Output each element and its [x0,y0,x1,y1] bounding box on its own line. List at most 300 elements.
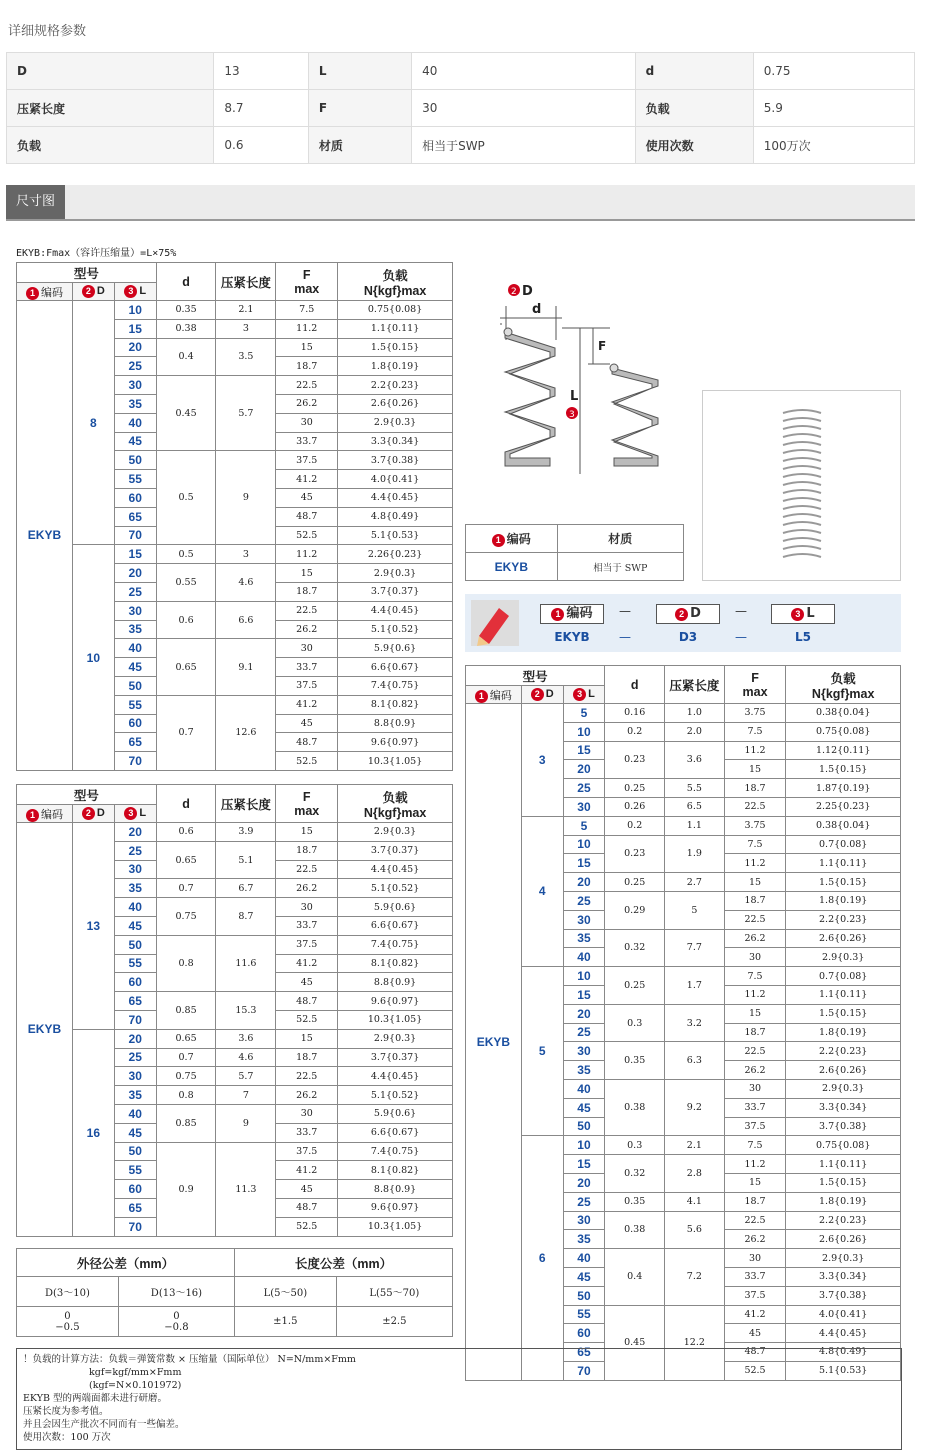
value-cell: 30 [276,1104,338,1123]
value-cell: 5.7 [216,1067,276,1086]
L-cell: 65 [114,507,156,526]
L-cell: 40 [114,413,156,432]
value-cell: 0.65 [156,639,216,695]
value-cell: 2.2{0.23} [786,910,901,929]
value-cell: 4.8{0.49} [338,507,453,526]
series-cell: EKYB [466,704,522,1381]
spec-value: 8.7 [214,90,309,127]
value-cell: 12.2 [665,1305,725,1380]
value-cell: 10.3{1.05} [338,1010,453,1029]
L-cell: 55 [114,695,156,714]
value-cell: 0.16 [605,704,665,723]
value-cell: 0.2 [605,722,665,741]
L-cell: 65 [563,1343,605,1362]
value-cell: 41.2 [276,470,338,489]
value-cell: 7.7 [665,929,725,967]
value-cell: 1.1{0.11} [786,985,901,1004]
value-cell: 30 [276,413,338,432]
value-cell: 7.5 [724,835,786,854]
value-cell: 1.9 [665,835,725,873]
L-cell: 20 [563,1004,605,1023]
code-dash: — [619,604,631,618]
spec-value: 相当于SWP [412,127,636,164]
value-cell: 30 [724,1249,786,1268]
value-cell: 41.2 [276,1161,338,1180]
L-cell: 10 [563,967,605,986]
product-photo [702,390,901,581]
value-cell: 0.25 [605,967,665,1005]
table-row [17,823,453,842]
value-cell: 22.5 [276,376,338,395]
value-cell: 1.1{0.11} [338,319,453,338]
L-cell: 55 [563,1305,605,1324]
value-cell: 4.6 [216,1048,276,1067]
value-cell: 0.38{0.04} [786,816,901,835]
value-cell: 3.5 [216,338,276,376]
tol-val: 0 −0.5 [17,1307,119,1337]
value-cell: 2.2{0.23} [786,1211,901,1230]
code-dash: — [735,604,747,618]
value-cell: 41.2 [724,1305,786,1324]
value-cell: 37.5 [276,1142,338,1161]
L-cell: 40 [563,1079,605,1098]
value-cell: 15 [276,1029,338,1048]
spec-value: 30 [412,90,636,127]
tol-col: L(5～50) [234,1277,336,1307]
value-cell: 3.7{0.38} [786,1286,901,1305]
spec-key: D [7,53,214,90]
hdr-D: 2 D [72,805,114,823]
value-cell: 2.26{0.23} [338,545,453,564]
value-cell: 0.25 [605,873,665,892]
hdr-F: F max [276,263,338,301]
value-cell: 30 [276,639,338,658]
L-cell: 50 [563,1117,605,1136]
value-cell: 0.32 [605,1155,665,1193]
value-cell: 0.65 [156,1029,216,1048]
value-cell: 37.5 [724,1117,786,1136]
code-v3: L5 [795,630,811,644]
note-line: 并且会因生产批次不同而有一些偏差。 [23,1419,185,1430]
value-cell: 26.2 [724,1230,786,1249]
value-cell: 11.2 [724,1155,786,1174]
value-cell: 33.7 [276,658,338,677]
value-cell: 9.1 [216,639,276,695]
diagram-F: F [598,339,607,353]
value-cell: 4.4{0.45} [338,488,453,507]
value-cell: 30 [724,1079,786,1098]
value-cell: 1.5{0.15} [338,338,453,357]
L-cell: 70 [114,1217,156,1236]
value-cell: 2.9{0.3} [338,564,453,583]
value-cell: 3 [216,545,276,564]
value-cell: 0.7 [156,1048,216,1067]
L-cell: 45 [563,1267,605,1286]
note-line: EKYB 型的两端面都未进行研磨。 [23,1393,168,1404]
L-cell: 50 [114,935,156,954]
value-cell: 0.45 [156,376,216,451]
value-cell: 10.3{1.05} [338,1217,453,1236]
value-cell: 18.7 [724,891,786,910]
L-cell: 20 [114,1029,156,1048]
value-cell: 15 [276,564,338,583]
L-cell: 60 [114,1180,156,1199]
value-cell: 1.5{0.15} [786,873,901,892]
hdr-F: F max [724,666,786,704]
value-cell: 18.7 [276,582,338,601]
code-dash: — [619,630,631,644]
value-cell: 1.5{0.15} [786,760,901,779]
tol-col: L(55～70) [336,1277,452,1307]
value-cell: 22.5 [276,601,338,620]
value-cell: 4.8{0.49} [786,1343,901,1362]
L-cell: 30 [114,376,156,395]
d-cell: 4 [521,816,563,966]
value-cell: 48.7 [276,507,338,526]
value-cell: 3.75 [724,816,786,835]
bottom-notes [16,1348,902,1450]
value-cell: 3.3{0.34} [786,1267,901,1286]
value-cell: 48.7 [276,992,338,1011]
L-cell: 50 [114,676,156,695]
hdr-solid: 压紧长度 [665,666,725,704]
L-cell: 50 [114,451,156,470]
L-cell: 55 [114,470,156,489]
value-cell: 0.6 [156,601,216,639]
code-example: 1 编码 — 2 D — 3 L EKYB — D3 — L5 [465,594,901,652]
L-cell: 30 [563,797,605,816]
spring-photo-icon [703,391,902,582]
value-cell: 3.75 [724,704,786,723]
value-cell: 33.7 [724,1267,786,1286]
L-cell: 25 [114,582,156,601]
L-cell: 20 [114,338,156,357]
L-cell: 25 [563,1192,605,1211]
spec-key: 材质 [308,127,411,164]
value-cell: 2.9{0.3} [786,1249,901,1268]
value-cell: 48.7 [724,1343,786,1362]
L-cell: 10 [563,722,605,741]
value-cell: 0.5 [156,451,216,545]
value-cell: 0.85 [156,992,216,1030]
value-cell: 33.7 [276,1123,338,1142]
value-cell: 45 [724,1324,786,1343]
value-cell: 1.1{0.11} [786,1155,901,1174]
value-cell: 5.1{0.52} [338,879,453,898]
value-cell: 1.7 [665,967,725,1005]
table-row [17,301,453,320]
hdr-solid: 压紧长度 [216,785,276,823]
L-cell: 5 [563,704,605,723]
value-cell: 45 [276,488,338,507]
value-cell: 0.7 [156,879,216,898]
value-cell: 12.6 [216,695,276,770]
dimension-tab-bar [6,185,915,221]
L-cell: 25 [563,779,605,798]
L-cell: 45 [114,916,156,935]
tab-dimensions[interactable]: 尺寸图 [6,185,65,219]
value-cell: 9.6{0.97} [338,992,453,1011]
L-cell: 30 [114,601,156,620]
value-cell: 18.7 [276,1048,338,1067]
d-cell: 3 [521,704,563,817]
value-cell: 2.6{0.26} [786,929,901,948]
note-line: kgf=kgf/mm×Fmm [89,1367,182,1378]
value-cell: 48.7 [276,1198,338,1217]
value-cell: 2.9{0.3} [338,823,453,842]
L-cell: 25 [114,1048,156,1067]
value-cell: 52.5 [724,1361,786,1380]
value-cell: 0.6 [156,823,216,842]
table-row [17,545,453,564]
value-cell: 2.1 [665,1136,725,1155]
L-cell: 15 [114,319,156,338]
value-cell: 0.38 [605,1079,665,1135]
spec-value: 5.9 [753,90,914,127]
spec-value: 0.75 [753,53,914,90]
value-cell: 9 [216,451,276,545]
tol-val: ±1.5 [234,1307,336,1337]
L-cell: 20 [563,873,605,892]
value-cell: 9.6{0.97} [338,1198,453,1217]
value-cell: 1.8{0.19} [338,357,453,376]
spec-value: 0.6 [214,127,309,164]
spec-key: d [635,53,753,90]
value-cell: 15 [724,760,786,779]
tol-val: ±2.5 [336,1307,452,1337]
value-cell: 9.6{0.97} [338,733,453,752]
L-cell: 60 [114,973,156,992]
value-cell: 7.5 [724,1136,786,1155]
tol-val: 0 −0.8 [118,1307,234,1337]
value-cell: 3.7{0.37} [338,841,453,860]
L-cell: 45 [114,658,156,677]
table-row [466,1136,901,1155]
value-cell: 0.35 [156,301,216,320]
value-cell: 0.38 [156,319,216,338]
value-cell: 3.2 [665,1004,725,1042]
L-cell: 35 [563,929,605,948]
value-cell: 2.9{0.3} [338,413,453,432]
spec-key: L [308,53,411,90]
value-cell: 7.5 [724,967,786,986]
value-cell: 0.4 [605,1249,665,1305]
value-cell: 41.2 [276,695,338,714]
spec-value: 40 [412,53,636,90]
value-cell: 0.23 [605,835,665,873]
value-cell: 9 [216,1104,276,1142]
L-cell: 15 [114,545,156,564]
value-cell: 18.7 [724,1023,786,1042]
value-cell: 1.8{0.19} [786,891,901,910]
value-cell: 6.6 [216,601,276,639]
value-cell: 7.4{0.75} [338,1142,453,1161]
value-cell: 0.32 [605,929,665,967]
value-cell: 2.9{0.3} [786,948,901,967]
value-cell: 52.5 [276,752,338,771]
value-cell: 3.9 [216,823,276,842]
value-cell: 0.75{0.08} [786,722,901,741]
value-cell: 8.7 [216,898,276,936]
value-cell: 9.2 [665,1079,725,1135]
value-cell: 0.85 [156,1104,216,1142]
value-cell: 2.2{0.23} [786,1042,901,1061]
L-cell: 30 [114,1067,156,1086]
L-cell: 30 [563,910,605,929]
L-cell: 5 [563,816,605,835]
value-cell: 10.3{1.05} [338,752,453,771]
L-cell: 15 [563,854,605,873]
value-cell: 0.35 [605,1192,665,1211]
value-cell: 6.7 [216,879,276,898]
code-l2: D [690,606,701,621]
hdr-L: 3 L [114,805,156,823]
L-cell: 10 [114,301,156,320]
value-cell: 7.4{0.75} [338,935,453,954]
value-cell: 0.75 [156,1067,216,1086]
value-cell: 22.5 [724,797,786,816]
L-cell: 65 [114,733,156,752]
value-cell: 0.75 [156,898,216,936]
value-cell: 18.7 [276,357,338,376]
value-cell: 2.1 [216,301,276,320]
value-cell: 11.2 [276,545,338,564]
value-cell: 0.7{0.08} [786,967,901,986]
value-cell: 26.2 [276,394,338,413]
value-cell: 8.8{0.9} [338,973,453,992]
pencil-icon [469,598,521,648]
L-cell: 40 [114,898,156,917]
value-cell: 33.7 [276,916,338,935]
L-cell: 35 [114,1086,156,1105]
value-cell: 5.1{0.53} [338,526,453,545]
value-cell: 5.1{0.53} [786,1361,901,1380]
value-cell: 6.6{0.67} [338,1123,453,1142]
value-cell: 1.1{0.11} [786,854,901,873]
mat-code: EKYB [466,553,558,581]
value-cell: 26.2 [276,879,338,898]
L-cell: 60 [114,488,156,507]
value-cell: 5.5 [665,779,725,798]
mat-value: 相当于 SWP [557,553,683,581]
L-cell: 60 [563,1324,605,1343]
value-cell: 33.7 [276,432,338,451]
value-cell: 2.8 [665,1155,725,1193]
L-cell: 25 [114,357,156,376]
tol-header-len: 长度公差（mm） [234,1249,452,1277]
value-cell: 1.5{0.15} [786,1004,901,1023]
material-table [465,524,684,581]
L-cell: 25 [563,1023,605,1042]
value-cell: 45 [276,973,338,992]
value-cell: 18.7 [724,779,786,798]
hdr-code: 1 编码 [17,283,73,301]
value-cell: 7.5 [276,301,338,320]
value-cell: 0.38 [605,1211,665,1249]
value-cell: 2.7 [665,873,725,892]
value-cell: 3.3{0.34} [338,432,453,451]
value-cell: 3 [216,319,276,338]
value-cell: 8.1{0.82} [338,954,453,973]
value-cell: 8.8{0.9} [338,1180,453,1199]
value-cell: 30 [276,898,338,917]
value-cell: 22.5 [724,1042,786,1061]
d-cell: 13 [72,823,114,1030]
L-cell: 20 [114,564,156,583]
spec-table [6,52,915,164]
value-cell: 3.3{0.34} [786,1098,901,1117]
spec-key: 压紧长度 [7,90,214,127]
value-cell: 4.6 [216,564,276,602]
value-cell: 0.55 [156,564,216,602]
L-cell: 50 [114,1142,156,1161]
L-cell: 70 [114,1010,156,1029]
value-cell: 4.4{0.45} [786,1324,901,1343]
spec-value: 100万次 [753,127,914,164]
value-cell: 52.5 [276,1010,338,1029]
hdr-F: F max [276,785,338,823]
value-cell: 15 [724,1173,786,1192]
value-cell: 2.9{0.3} [786,1079,901,1098]
value-cell: 1.87{0.19} [786,779,901,798]
value-cell: 2.9{0.3} [338,1029,453,1048]
L-cell: 15 [563,1155,605,1174]
value-cell: 5.7 [216,376,276,451]
value-cell: 0.9 [156,1142,216,1236]
value-cell: 45 [276,714,338,733]
L-cell: 65 [114,992,156,1011]
value-cell: 11.6 [216,935,276,991]
section-title: 详细规格参数 [8,24,87,39]
value-cell: 2.6{0.26} [338,394,453,413]
L-cell: 50 [563,1286,605,1305]
hdr-d: d [605,666,665,704]
hdr-load: 负载 N{kgf}max [786,666,901,704]
tol-col: D(3～10) [17,1277,119,1307]
L-cell: 30 [563,1042,605,1061]
value-cell: 0.3 [605,1004,665,1042]
L-cell: 70 [114,526,156,545]
hdr-solid: 压紧长度 [216,263,276,301]
hdr-d: d [156,785,216,823]
value-cell: 4.1 [665,1192,725,1211]
value-cell: 1.5{0.15} [786,1173,901,1192]
value-cell: 0.38{0.04} [786,704,901,723]
code-dash: — [735,630,747,644]
value-cell: 0.8 [156,1086,216,1105]
value-cell: 15 [724,1004,786,1023]
value-cell: 6.6{0.67} [338,916,453,935]
value-cell: 7 [216,1086,276,1105]
L-cell: 10 [563,1136,605,1155]
value-cell: 3.6 [216,1029,276,1048]
value-cell: 15 [276,338,338,357]
hdr-d: d [156,263,216,301]
diagram-d: d [532,302,542,317]
hdr-load: 负载 N{kgf}max [338,263,453,301]
value-cell: 48.7 [276,733,338,752]
value-cell: 0.3 [605,1136,665,1155]
value-cell: 8.1{0.82} [338,695,453,714]
table-row [466,816,901,835]
table-row [466,967,901,986]
value-cell: 0.7{0.08} [786,835,901,854]
L-cell: 35 [563,1061,605,1080]
value-cell: 1.1 [665,816,725,835]
code-l1: 编码 [566,606,593,621]
value-cell: 7.2 [665,1249,725,1305]
value-cell: 37.5 [724,1286,786,1305]
